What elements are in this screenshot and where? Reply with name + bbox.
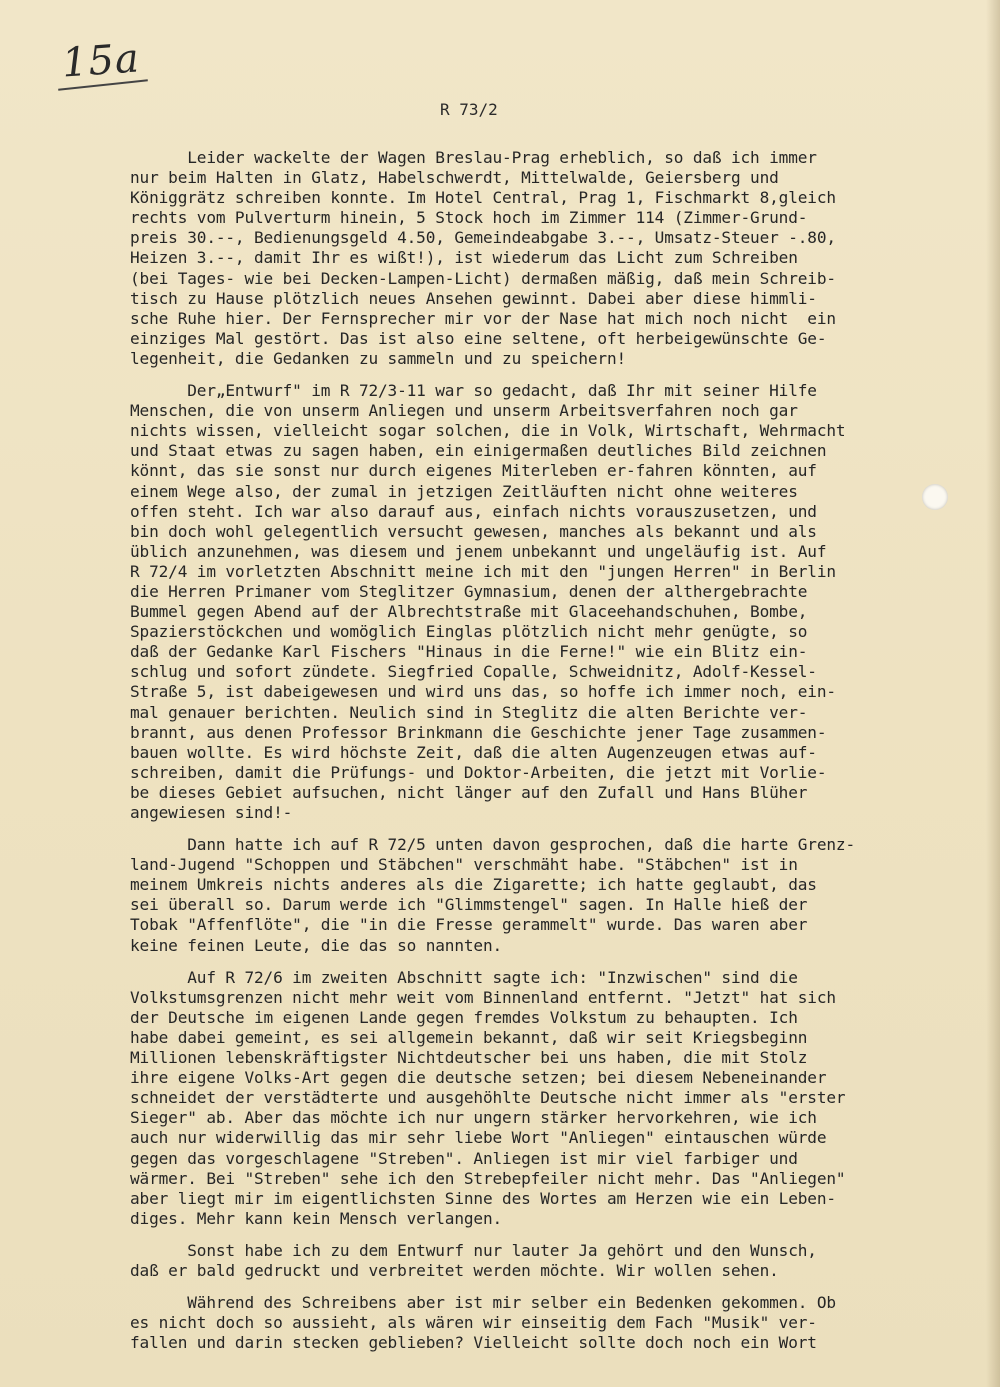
text-line: und Staat etwas zu sagen haben, ein einigermaßen deutliches Bild zeichnen — [130, 441, 827, 461]
text-line: nichts wissen, vielleicht sogar solchen, die in Volk, Wirtschaft, Wehrmacht — [130, 421, 846, 441]
text-line: einem Wege also, der zumal in jetzigen Zeitläuften nicht ohne weiteres — [130, 481, 798, 501]
text-line: Bummel gegen Abend auf der Albrechtstraße mit Glaceehandschuhen, Bombe, — [130, 602, 808, 622]
text-line: ihre eigene Volks-Art gegen die deutsche setzen; bei diesem Nebeneinander — [130, 1068, 827, 1088]
text-line: auch nur widerwillig das mir sehr liebe Wort "Anliegen" eintauschen würde — [130, 1128, 827, 1148]
text-line: be dieses Gebiet aufsuchen, nicht länger auf den Zufall und Hans Blüher — [130, 782, 808, 802]
paragraph — [130, 1293, 945, 1353]
text-line: wärmer. Bei "Streben" sehe ich den Strebepfeiler nicht mehr. Das "Anliegen" — [130, 1168, 846, 1188]
text-line: diges. Mehr kann kein Mensch verlangen. — [130, 1208, 503, 1228]
text-line: legenheit, die Gedanken zu sammeln und zu speichern! — [130, 348, 627, 368]
text-line: keine feinen Leute, die das so nannten. — [130, 935, 503, 955]
text-line: bauen wollte. Es wird höchste Zeit, daß die alten Augenzeugen etwas auf- — [130, 742, 817, 762]
text-line: Während des Schreibens aber ist mir selber ein Bedenken gekommen. Ob — [130, 1293, 836, 1313]
text-line: Dann hatte ich auf R 72/5 unten davon gesprochen, daß die harte Grenz- — [130, 835, 855, 855]
paragraph — [130, 148, 945, 369]
text-line: fallen und darin stecken geblieben? Vielleicht sollte doch noch ein Wort — [130, 1333, 817, 1353]
typewritten-body — [130, 148, 945, 1365]
text-line: üblich anzunehmen, was diesem und jenem unbekannt und ungeläufig ist. Auf — [130, 541, 827, 561]
text-line: Der„Entwurf" im R 72/3-11 war so gedacht, daß Ihr mit seiner Hilfe — [130, 381, 817, 401]
text-line: preis 30.--, Bedienungsgeld 4.50, Gemeindeabgabe 3.--, Umsatz-Steuer -.80, — [130, 228, 836, 248]
text-line: Volkstumsgrenzen nicht mehr weit vom Binnenland entfernt. "Jetzt" hat sich — [130, 987, 836, 1007]
text-line: Leider wackelte der Wagen Breslau-Prag erheblich, so daß ich immer — [130, 148, 817, 167]
paragraph — [130, 835, 945, 956]
text-line: bin doch wohl gelegentlich versucht gewesen, manches als bekannt und als — [130, 521, 817, 541]
text-line: sei überall so. Darum werde ich "Glimmstengel" sagen. In Halle hieß der — [130, 895, 808, 915]
text-line: schlug und sofort zündete. Siegfried Copalle, Schweidnitz, Adolf-Kessel- — [130, 662, 817, 682]
text-line: der Deutsche im eigenen Lande gegen fremdes Volkstum zu behaupten. Ich — [130, 1007, 798, 1027]
text-line: Sieger" ab. Aber das möchte ich nur ungern stärker hervorkehren, wie ich — [130, 1108, 817, 1128]
text-line: brannt, aus denen Professor Brinkmann die Geschichte jener Tage zusammen- — [130, 722, 827, 742]
text-line: die Herren Primaner vom Steglitzer Gymnasium, denen der althergebrachte — [130, 581, 808, 601]
paragraph — [130, 968, 945, 1229]
text-line: Königgrätz schreiben konnte. Im Hotel Central, Prag 1, Fischmarkt 8,gleich — [130, 188, 836, 208]
text-line: Millionen lebenskräftigster Nichtdeutscher bei uns haben, die mit Stolz — [130, 1048, 808, 1068]
text-line: tisch zu Hause plötzlich neues Ansehen gewinnt. Dabei aber diese himmli- — [130, 288, 817, 308]
text-line: aber liegt mir im eigentlichsten Sinne des Wortes am Herzen wie ein Leben- — [130, 1188, 836, 1208]
text-line: Heizen 3.--, damit Ihr es wißt!), ist wiederum das Licht zum Schreiben — [130, 248, 798, 268]
handwritten-page-number: 15a — [60, 35, 142, 87]
text-line: es nicht doch so aussieht, als wären wir einseitig dem Fach "Musik" ver- — [130, 1313, 817, 1333]
paragraph — [130, 381, 945, 823]
text-line: mal genauer berichten. Neulich sind in Steglitz die alten Berichte ver- — [130, 702, 808, 722]
text-line: land-Jugend "Schoppen und Stäbchen" verschmäht habe. "Stäbchen" ist in — [130, 855, 798, 875]
text-line: könnt, das sie sonst nur durch eigenes Miterleben er-fahren könnten, auf — [130, 461, 817, 481]
text-line: rechts vom Pulverturm hinein, 5 Stock hoch im Zimmer 114 (Zimmer-Grund- — [130, 208, 808, 228]
text-line: R 72/4 im vorletzten Abschnitt meine ich mit den "jungen Herren" in Berlin — [130, 561, 836, 581]
paragraph — [130, 1241, 945, 1281]
text-line: Sonst habe ich zu dem Entwurf nur lauter Ja gehört und den Wunsch, — [130, 1240, 817, 1260]
paper-edge-shadow — [986, 0, 1000, 1387]
text-line: Spazierstöckchen und womöglich Einglas plötzlich nicht mehr genügte, so — [130, 622, 808, 642]
text-line: nur beim Halten in Glatz, Habelschwerdt, Mittelwalde, Geiersberg und — [130, 168, 779, 188]
page-reference: R 73/2 — [440, 100, 498, 119]
text-line: angewiesen sind!- — [130, 803, 293, 822]
text-line: daß der Gedanke Karl Fischers "Hinaus in die Ferne!" wie ein Blitz ein- — [130, 642, 808, 662]
text-line: gegen das vorgeschlagene "Streben". Anliegen ist mir viel farbiger und — [130, 1148, 798, 1168]
text-line: Menschen, die von unserm Anliegen und unserm Arbeitsverfahren noch gar — [130, 401, 798, 421]
text-line: sche Ruhe hier. Der Fernsprecher mir vor der Nase hat mich noch nicht ein — [130, 308, 836, 328]
text-line: offen steht. Ich war also darauf aus, einfach nichts vorauszusetzen, und — [130, 501, 817, 521]
text-line: einziges Mal gestört. Das ist also eine seltene, oft herbeigewünschte Ge- — [130, 328, 827, 348]
text-line: schneidet der verstädterte und ausgehöhlte Deutsche nicht immer als "erster — [130, 1088, 846, 1108]
text-line: (bei Tages- wie bei Decken-Lampen-Licht) dermaßen mäßig, daß mein Schreib- — [130, 268, 836, 288]
text-line: meinem Umkreis nichts anderes als die Zigarette; ich hatte geglaubt, das — [130, 875, 817, 895]
text-line: Auf R 72/6 im zweiten Abschnitt sagte ich: "Inzwischen" sind die — [130, 967, 798, 987]
text-line: habe dabei gemeint, es sei allgemein bekannt, daß wir seit Kriegsbeginn — [130, 1027, 808, 1047]
text-line: Tobak "Affenflöte", die "in die Fresse gerammelt" wurde. Das waren aber — [130, 915, 808, 935]
text-line: daß er bald gedruckt und verbreitet werden möchte. Wir wollen sehen. — [130, 1260, 779, 1280]
text-line: schreiben, damit die Prüfungs- und Doktor-Arbeiten, die jetzt mit Vorlie- — [130, 762, 827, 782]
text-line: Straße 5, ist dabeigewesen und wird uns das, so hoffe ich immer noch, ein- — [130, 682, 836, 702]
